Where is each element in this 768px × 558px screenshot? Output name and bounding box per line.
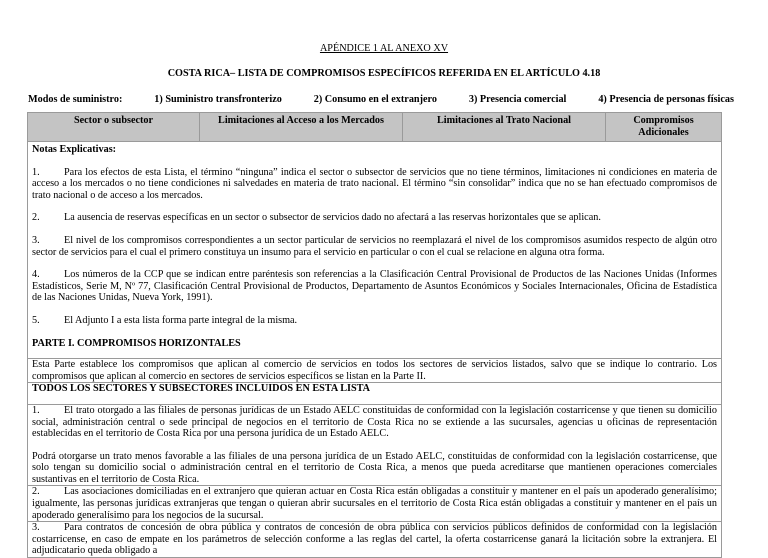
all-sectors-row [28,383,722,405]
header-sector: Sector o subsector [28,113,200,142]
note-item: 2. La ausencia de reservas específicas en un sector o subsector de servicios dado no afectará a las reservas horizontales que se aplican. [32,212,601,224]
all-sectors-heading: TODOS LOS SECTORES Y SUBSECTORES INCLUIDOS EN ESTA LISTA [28,383,722,405]
supply-mode-2: 2) Consumo en el extranjero [313,94,437,105]
appendix-title: APÉNDICE 1 AL ANEXO XV [319,43,449,54]
commitments-table [27,112,722,558]
horizontal-item-1-extra: Podrá otorgarse un trato menos favorable a las filiales de una persona jurídica de un Estado AELC, constituidas de conformidad con la legislación costarricense, que solo tengan su domicilio social o administración central en el territorio de Costa Rica, a menos que pueda acreditarse que mantienen operaciones comerciales sustantivas en el territorio de Costa Rica. [32,450,717,485]
part1-heading: PARTE I. COMPROMISOS HORIZONTALES [32,337,241,349]
document-title: COSTA RICA– LISTA DE COMPROMISOS ESPECÍFICOS REFERIDA EN EL ARTÍCULO 4.18 [167,68,601,79]
supply-modes-label: Modos de suministro: [28,94,123,105]
supply-mode-1: 1) Suministro transfronterizo [154,94,282,105]
horizontal-item-1: 1. El trato otorgado a las filiales de personas jurídicas de un Estado AELC constituidas de conformidad con la legislación costarricense y que tienen su domicilio social, administración central o sede principal de negocios en el territorio de Costa Rica no se extiende a las sucursales, agencias u oficinas de representación establecidas en el territorio de Costa Rica por una persona jurídica de un Estado AELC. Podrá otorgarse un trato menos favorable a las filiales de una persona jurídica de un Estado AELC, constituidas de conformidad con la legislación costarricense, que solo tengan su domicilio social o administración central en el territorio de Costa Rica, a menos que pueda acreditarse que mantienen operaciones comerciales sustantivas en el territorio de Costa Rica. [28,404,722,486]
horizontal-item-row [28,486,722,522]
part1-intro-row [28,359,722,383]
note-item: 3. El nivel de los compromisos correspondientes a un sector particular de servicios no reemplazará el nivel de los compromisos asumidos respecto de algún otro sector de servicios para el cual el primero constituya un insumo para el servicio en particular o con el cual se relacione en alguna otra forma. [32,234,717,258]
supply-modes [28,94,734,105]
horizontal-item-3: 3. Para contratos de concesión de obra pública y contratos de concesión de obra pública con servicios públicos definidos de conformidad con la legislación costarricense, en caso de empate en los parámetros de selección conforme a las reglas del cartel, la oferta costarricense ganará la licitación sobre la extranjera. El adjudicatario queda obligado a [28,522,722,558]
explanatory-notes [28,142,722,359]
note-item: 5. El Adjunto I a esta lista forma parte integral de la misma. [32,314,298,326]
supply-mode-4: 4) Presencia de personas físicas [598,94,734,105]
horizontal-item-row [28,404,722,486]
header-additional-commitments: Compromisos Adicionales [606,113,722,142]
table-header-row [28,113,722,142]
explanatory-notes-heading: Notas Explicativas: [32,144,117,155]
header-market-access: Limitaciones al Acceso a los Mercados [200,113,403,142]
note-item: 1. Para los efectos de esta Lista, el término “ninguna” indica el sector o subsector de servicios que no tiene términos, limitaciones ni condiciones en materia de acceso a los mercados o no tiene condiciones ni salvedades en materia de trato nacional. El término “sin consolidar” indica que no se han efectuado compromisos de trato nacional o de acceso a los mercados. [32,166,717,201]
header-national-treatment: Limitaciones al Trato Nacional [403,113,606,142]
explanatory-notes-row [28,142,722,359]
supply-mode-3: 3) Presencia comercial [468,94,567,105]
horizontal-item-row [28,522,722,558]
part1-intro: Esta Parte establece los compromisos que aplican al comercio de servicios en todos los sectores de servicios listados, salvo que se indique lo contrario. Los compromisos que aplican al comercio en sectores de servicios específicos se listan en la Parte II. [28,359,722,383]
horizontal-item-2: 2. Las asociaciones domiciliadas en el extranjero que quieran actuar en Costa Rica están obligadas a constituir y mantener en el país un apoderado generalísimo; igualmente, las personas jurídicas extranjeras que tengan o quieran abrir sucursales en el territorio de Costa Rica están obligadas a constituir y mantener en el país un apoderado generalísimo para los negocios de la sucursal. [28,486,722,522]
note-item: 4. Los números de la CCP que se indican entre paréntesis son referencias a la Clasificación Central Provisional de Productos de las Naciones Unidas (Informes Estadísticos, Serie M, Nº 77, Clasificación Central Provisional de Productos, Departamento de Asuntos Económicos y Sociales Internacionales, Oficina de Estadística de las Naciones Unidas, Nueva York, 1991). [32,269,717,304]
